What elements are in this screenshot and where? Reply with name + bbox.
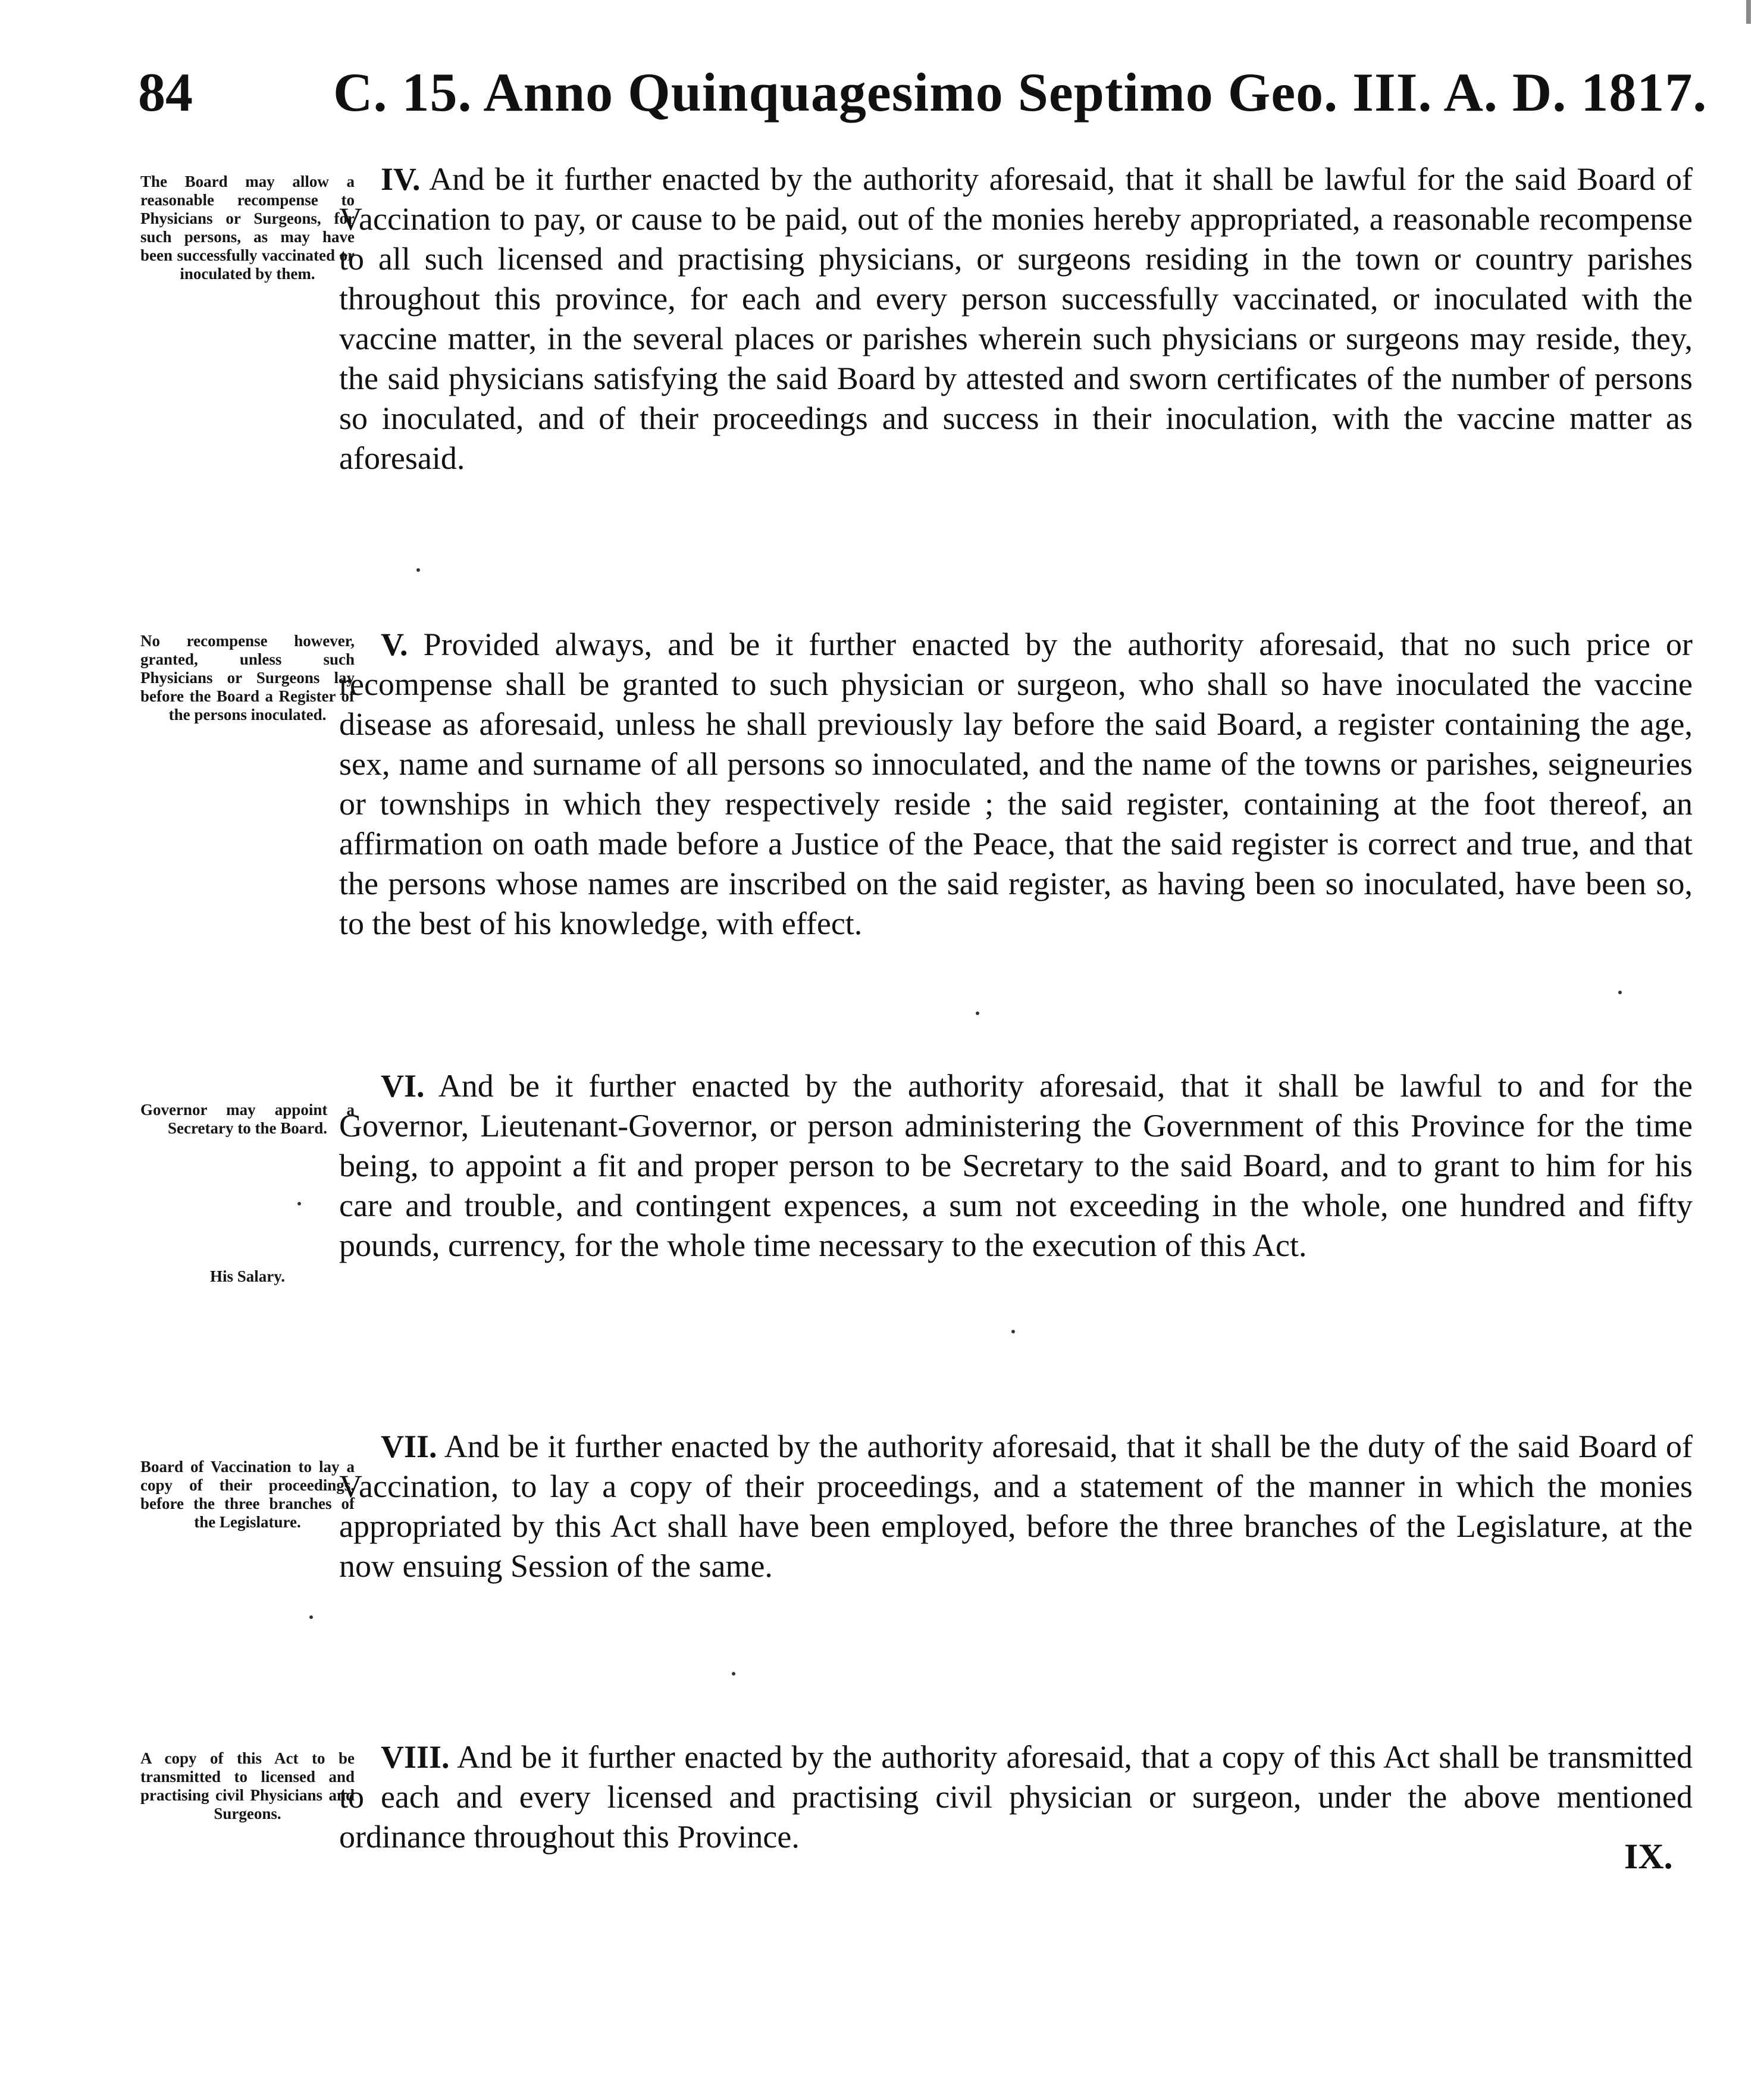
scan-speck (1618, 991, 1622, 994)
section-number: V. (381, 627, 408, 662)
section-number: VIII. (381, 1739, 450, 1775)
scan-speck (309, 1615, 313, 1619)
scan-speck (1011, 1330, 1015, 1333)
margin-note-iv: The Board may allow a reasonable recompense to Physicians or Surgeons, for such persons, as may have been successfully vaccinated or inoculated by them. (140, 173, 355, 283)
section-text: And be it further enacted by the authority aforesaid, that it shall be lawful to and for the Governor, Lieutenant-Governor, or person administering the Government of this Province for the time being, to appoint a fit and proper person to be Secretary to the said Board, and to grant to him for his care and trouble, and contingent expences, a sum not exceeding in the whole, one hundred and fifty pounds, currency, for the whole time necessary to the execution of this Act. (339, 1068, 1693, 1263)
section-text: And be it further enacted by the authority aforesaid, that it shall be the duty of the said Board of Vaccination, to lay a copy of their proceedings, and a statement of the manner in which the monies appropriated by this Act shall have been employed, before the three branches of the Legislature, at the now ensuing Session of the same. (339, 1429, 1693, 1584)
running-title: C. 15. Anno Quinquagesimo Septimo Geo. III. A. D. 1817. (333, 62, 1707, 123)
margin-note-vi: Governor may appoint a Secretary to the Board. (140, 1101, 355, 1137)
section-viii (339, 1737, 1693, 1857)
margin-note-vii: Board of Vaccination to lay a copy of their proceedings, before the three branches of the Legislature. (140, 1458, 355, 1531)
catchword: IX. (1624, 1837, 1673, 1876)
section-number: IV. (381, 161, 421, 197)
section-vii (339, 1427, 1693, 1586)
section-text: And be it further enacted by the authority aforesaid, that a copy of this Act shall be transmitted to each and every licensed and practising civil physician or surgeon, under the above mentioned ordinance throughout this Province. (339, 1739, 1693, 1855)
scan-speck (732, 1672, 735, 1676)
scan-edge-mark (1746, 0, 1751, 24)
section-number: VII. (381, 1429, 437, 1464)
page-number: 84 (138, 62, 193, 123)
section-text: Provided always, and be it further enacted by the authority aforesaid, that no such price or recompense shall be granted to such physician or surgeon, who shall so have inoculated the vaccine disease as aforesaid, unless he shall previously lay before the said Board, a register containing the age, sex, name and surname of all persons so innoculated, and the name of the towns or parishes, seigneuries or townships in which they respectively reside ; the said register, containing at the foot thereof, an affirmation on oath made before a Justice of the Peace, that the said register is correct and true, and that the persons whose names are inscribed on the said register, as having been so inoculated, have been so, to the best of his knowledge, with effect. (339, 627, 1693, 941)
scan-speck (976, 1011, 979, 1015)
section-number: VI. (381, 1068, 425, 1104)
section-text: And be it further enacted by the authority aforesaid, that it shall be lawful for the said Board of Vaccination to pay, or cause to be paid, out of the monies hereby appropriated, a reasonable recompense to all such licensed and practising physicians, or surgeons residing in the town or country parishes throughout this province, for each and every person successfully vaccinated, or inoculated with the vaccine matter, in the several places or parishes wherein such physicians or surgeons may reside, they, the said physicians satisfying the said Board by attested and sworn certificates of the number of persons so inoculated, and of their proceedings and success in their inoculation, with the vaccine matter as aforesaid. (339, 161, 1693, 476)
section-v (339, 625, 1693, 944)
section-vi (339, 1066, 1693, 1266)
scan-speck (416, 568, 420, 572)
margin-note-vi-salary: His Salary. (209, 1267, 286, 1285)
scan-speck (297, 1202, 301, 1205)
margin-note-viii: A copy of this Act to be transmitted to licensed and practising civil Physicians and Surgeons. (140, 1749, 355, 1822)
section-iv (339, 159, 1693, 478)
margin-note-v: No recompense however, granted, unless such Physicians or Surgeons lay before the Board a Register of the persons inoculated. (140, 632, 355, 724)
